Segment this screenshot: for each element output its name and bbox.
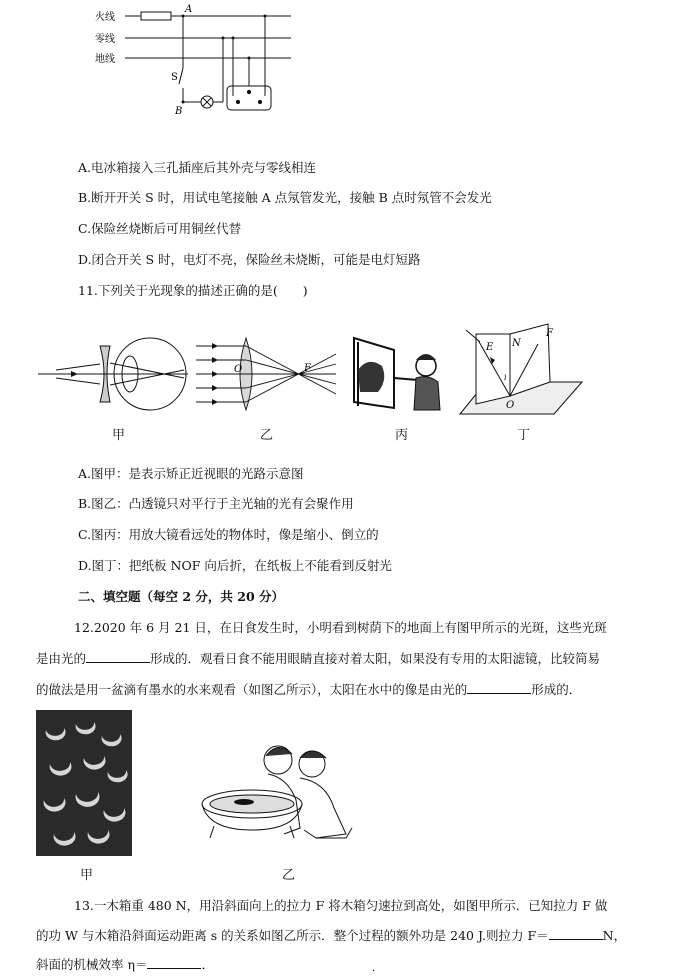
q13-line-1: 13.一木箱重 480 N，用沿斜面向上的拉力 F 将木箱匀速拉到高处，如图甲所示．已知拉力 F 做 <box>74 898 608 913</box>
figure-magnifier <box>348 330 448 416</box>
three-pin-socket <box>227 86 271 110</box>
q11-option-a: A.图甲：是表示矫正近视眼的光路示意图 <box>78 466 304 481</box>
figure-caption-jia: 甲 <box>112 428 126 443</box>
neutral-wire-label: 零线 <box>95 34 115 45</box>
point-b-label: B <box>175 106 183 117</box>
q13-line-2 <box>36 928 626 944</box>
q10-option-d: D.闭合开关 S 时，电灯不亮，保险丝未烧断，可能是电灯短路 <box>78 252 421 267</box>
q11-option-d: D.图丁：把纸板 NOF 向后折，在纸板上不能看到反射光 <box>78 558 392 573</box>
q13-line-2-end: N， <box>602 928 627 943</box>
switch-label: S <box>171 72 178 83</box>
section-title: 二、填空题（每空 2 分，共 20 分） <box>78 589 285 604</box>
ground-wire-label: 地线 <box>95 54 115 65</box>
page-mark: · <box>372 966 376 977</box>
board-label-e: E <box>486 342 494 353</box>
answer-blank-3[interactable] <box>549 928 603 940</box>
figure-eye-lens <box>38 330 196 416</box>
figure-caption-bing: 丙 <box>395 428 409 443</box>
q11-option-c: C.图丙：用放大镜看远处的物体时，像是缩小、倒立的 <box>78 527 379 542</box>
photo-caption-jia: 甲 <box>80 868 94 883</box>
q11-option-b: B.图乙：凸透镜只对平行于主光轴的光有会聚作用 <box>78 496 354 511</box>
q10-option-b: B.断开开关 S 时，用试电笔接触 A 点氖管发光，接触 B 点时氖管不会发光 <box>78 190 492 205</box>
circuit-diagram <box>95 0 305 118</box>
figure-reflection-board <box>458 320 584 420</box>
q12-line-2-end: 形成的．观看日食不能用眼睛直接对着太阳，如果没有专用的太阳滤镜，比较简易 <box>150 651 601 666</box>
figure-caption-yi: 乙 <box>260 428 274 443</box>
drawing-water-basin <box>196 738 360 844</box>
figure-caption-ding: 丁 <box>517 428 531 443</box>
q13-line-3-end: ． <box>201 957 214 972</box>
q10-option-a: A.电冰箱接入三孔插座后其外壳与零线相连 <box>78 160 317 175</box>
answer-blank-4[interactable] <box>147 957 201 969</box>
photo-light-spots <box>36 710 132 856</box>
fuse <box>141 12 171 20</box>
q13-line-3-start: 斜面的机械效率 η＝ <box>36 957 148 972</box>
point-a-label: A <box>185 4 193 15</box>
photo-caption-yi: 乙 <box>282 868 296 883</box>
lens-label-o: O <box>234 364 243 375</box>
q12-line-2-start: 是由光的 <box>36 651 87 666</box>
board-label-i: i <box>504 373 507 382</box>
q12-line-2 <box>36 651 600 667</box>
q12-line-3-start: 的做法是用一盆滴有墨水的水来观看（如图乙所示），太阳在水中的像是由光的 <box>36 682 468 697</box>
q12-line-1: 12.2020 年 6 月 21 日，在日食发生时，小明看到树荫下的地面上有图甲所示的光斑，这些光斑 <box>74 620 607 635</box>
answer-blank-1[interactable] <box>86 651 150 663</box>
q10-option-c: C.保险丝烧断后可用铜丝代替 <box>78 221 242 236</box>
board-label-f: F <box>546 328 553 339</box>
fire-wire-label: 火线 <box>95 12 115 23</box>
answer-blank-2[interactable] <box>467 682 531 694</box>
figure-convex-lens <box>196 336 346 412</box>
shadow-figure <box>358 362 384 392</box>
q11-stem: 11.下列关于光现象的描述正确的是( ) <box>78 283 308 298</box>
board-label-o: O <box>506 400 515 411</box>
q13-line-3 <box>36 957 214 973</box>
q12-line-3 <box>36 682 581 698</box>
lens-label-f: F <box>304 363 311 374</box>
q12-line-3-end: 形成的． <box>531 682 582 697</box>
board-label-n: N <box>512 338 521 349</box>
q13-line-2-start: 的功 W 与木箱沿斜面运动距离 s 的关系如图乙所示．整个过程的额外功是 240 J.则拉力 F＝ <box>36 928 549 943</box>
